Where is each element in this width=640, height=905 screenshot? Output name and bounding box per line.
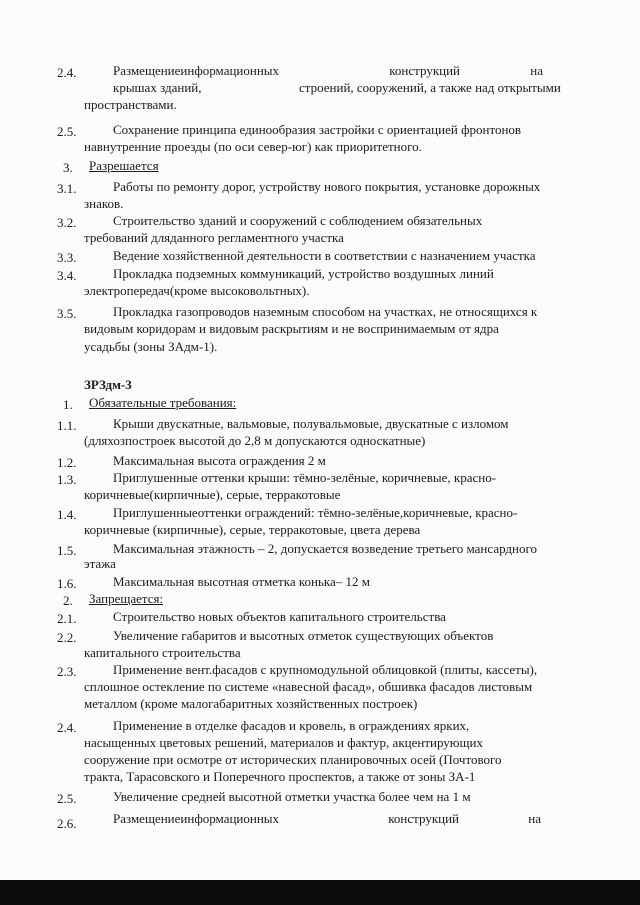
item-number: 2.5.	[57, 791, 77, 806]
item-text-line: Размещениеинформационных конструкций на	[113, 811, 541, 826]
item-number: 2.5.	[57, 124, 77, 139]
item-text-line: Увеличение габаритов и высотных отметок существующих объектов	[113, 628, 494, 643]
item-text-line: Строительство зданий и сооружений с соблюдением обязательных	[113, 213, 483, 228]
item-text-line: Приглушенные оттенки крыши: тёмно-зелёные, коричневые, красно-	[113, 470, 497, 485]
zone-title: ЗРЗдм-3	[84, 377, 132, 392]
item-text-line: Ведение хозяйственной деятельности в соответствии с назначением участка	[113, 248, 536, 263]
item-number: 1.3.	[57, 472, 77, 487]
item-text-line: коричневые(кирпичные), серые, терракотовые	[84, 487, 341, 502]
section-number: 3.	[63, 160, 73, 175]
item-number: 3.4.	[57, 268, 77, 283]
item-text-line: Сохранение принципа единообразия застройки с ориентацией фронтонов	[113, 122, 522, 137]
item-number: 1.1.	[57, 418, 77, 433]
item-text-line: насыщенных цветовых решений, материалов и фактур, акцентирующих	[84, 735, 483, 750]
item-text-line: знаков.	[84, 196, 124, 211]
item-text-line: этажа	[84, 556, 116, 571]
item-text-line: коричневые (кирпичные), серые, терракотовые, цвета дерева	[84, 522, 421, 537]
item-number: 1.4.	[57, 507, 77, 522]
item-text-line: Крыши двускатные, вальмовые, полувальмовые, двускатные с изломом	[113, 416, 509, 431]
item-text-line: Строительство новых объектов капитального строительства	[113, 609, 446, 624]
item-number: 2.6.	[57, 816, 77, 831]
item-text-line: навнутренние проезды (по оси север-юг) как приоритетного.	[84, 139, 422, 154]
item-text-line: усадьбы (зоны ЗАдм-1).	[84, 339, 218, 354]
item-text-line: пространствами.	[84, 97, 177, 112]
item-text-line: Размещениеинформационных конструкций на	[113, 63, 543, 78]
item-number: 3.1.	[57, 181, 77, 196]
item-text-line: Применение вент.фасадов с крупномодульной облицовкой (плиты, кассеты),	[113, 662, 538, 677]
item-number: 2.2.	[57, 630, 77, 645]
item-number: 2.4.	[57, 720, 77, 735]
scan-edge-bar	[0, 880, 640, 905]
item-text-line: капитального строительства	[84, 645, 241, 660]
item-number: 2.3.	[57, 664, 77, 679]
section-heading: Обязательные требования:	[89, 395, 237, 410]
item-text-line: требований дляданного регламентного участка	[84, 230, 344, 245]
item-text-line: Прокладка подземных коммуникаций, устройство воздушных линий	[113, 266, 494, 281]
item-number: 3.3.	[57, 250, 77, 265]
item-number: 1.2.	[57, 455, 77, 470]
item-number: 2.1.	[57, 611, 77, 626]
item-number: 2.4.	[57, 65, 77, 80]
item-text-line: видовым коридорам и видовым раскрытиям и не воспринимаемым от ядра	[84, 321, 499, 336]
item-text-line: Максимальная высотная отметка конька– 12 м	[113, 574, 371, 589]
section-number: 1.	[63, 397, 73, 412]
item-text-line: Работы по ремонту дорог, устройству нового покрытия, установке дорожных	[113, 179, 541, 194]
item-text-line: Увеличение средней высотной отметки участка более чем на 1 м	[113, 789, 471, 804]
item-text-line: тракта, Тарасовского и Поперечного проспектов, а также от зоны ЗА-1	[84, 769, 476, 784]
item-text-line: Прокладка газопроводов наземным способом на участках, не относящихся к	[113, 304, 538, 319]
item-text-line: электропередач(кроме высоковольтных).	[84, 283, 310, 298]
item-number: 3.2.	[57, 215, 77, 230]
item-text-line: Максимальная этажность – 2, допускается возведение третьего мансардного	[113, 541, 537, 556]
item-text-line: (дляхозпостроек высотой до 2,8 м допускаются односкатные)	[84, 433, 426, 448]
item-text-line: Приглушенныеоттенки ограждений: тёмно-зелёные,коричневые, красно-	[113, 505, 518, 520]
item-number: 1.6.	[57, 576, 77, 591]
item-number: 3.5.	[57, 306, 77, 321]
item-text-line: Применение в отделке фасадов и кровель, в ограждениях ярких,	[113, 718, 470, 733]
item-text-line: крышах зданий, строений, сооружений, а также над открытыми	[113, 80, 561, 95]
section-heading: Разрешается	[89, 158, 159, 173]
item-text-line: сооружение при осмотре от исторических планировочных осей (Почтового	[84, 752, 502, 767]
section-number: 2.	[63, 593, 73, 608]
section-heading: Запрещается:	[89, 591, 164, 606]
item-text-line: сплошное остекление по системе «навесной фасад», обшивка фасадов листовым	[84, 679, 533, 694]
item-text-line: Максимальная высота ограждения 2 м	[113, 453, 326, 468]
item-text-line: металлом (кроме малогабаритных хозяйственных построек)	[84, 696, 418, 711]
item-number: 1.5.	[57, 543, 77, 558]
